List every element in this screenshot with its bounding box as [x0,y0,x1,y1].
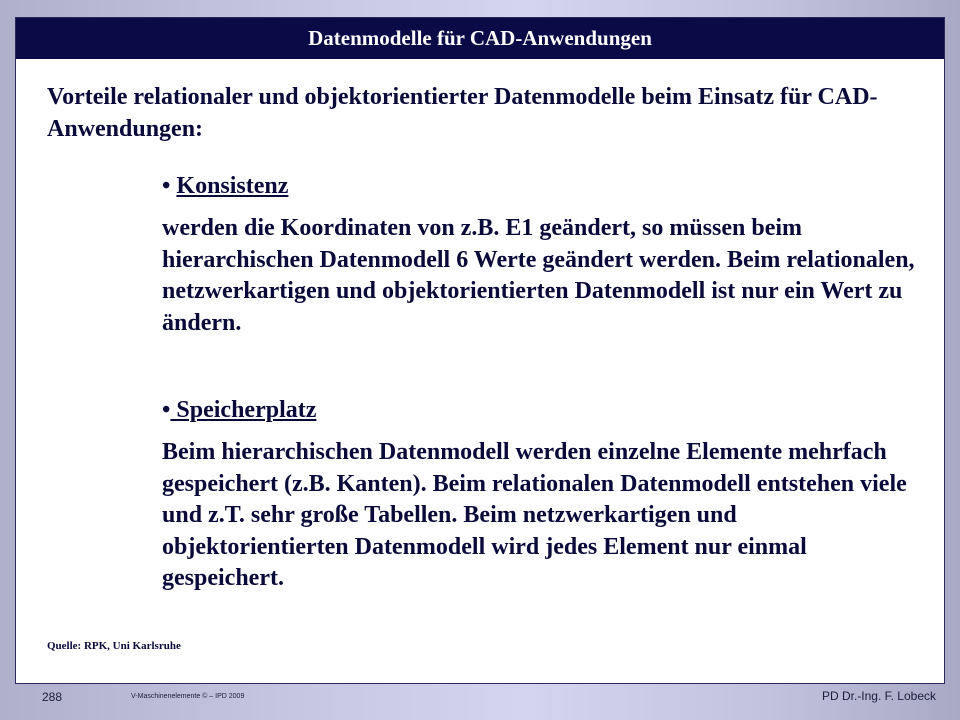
slide-title: Datenmodelle für CAD-Anwendungen [16,18,944,59]
bullet-icon: • [162,397,171,423]
source-note: Quelle: RPK, Uni Karlsruhe [47,640,181,652]
section-heading-label: Konsistenz [176,173,289,199]
footer-author: PD Dr.-Ing. F. Lobeck [821,689,936,703]
bullet-icon: • [162,173,171,199]
section-body: werden die Koordinaten von z.B. E1 geändert, so müssen beim hierarchischen Datenmodell 6 Werte geändert werden. Beim relationalen, netzwerkartigen und objektorientierten Datenmodell ist nur ein Wert zu ändern. [162,215,915,336]
section-heading-label: Speicherplatz [170,397,317,423]
section-heading [162,170,922,202]
section-consistency [162,170,922,339]
footer-course: V-Maschinenelemente © – IPD 2009 [131,693,245,700]
section-storage [162,394,922,595]
page-number: 288 [42,690,63,704]
section-heading [162,394,922,426]
section-body: Beim hierarchischen Datenmodell werden einzelne Elemente mehrfach gespeichert (z.B. Kanten). Beim relationalen Datenmodell entstehen viele und z.T. sehr große Tabellen. Beim netzwerkartigen und objektorientierten Datenmodell wird jedes Element nur einmal gespeichert. [162,439,907,591]
slide-panel [15,17,945,684]
intro-text: Vorteile relationaler und objektorientierter Datenmodelle beim Einsatz für CAD-Anwendungen: [47,84,878,142]
